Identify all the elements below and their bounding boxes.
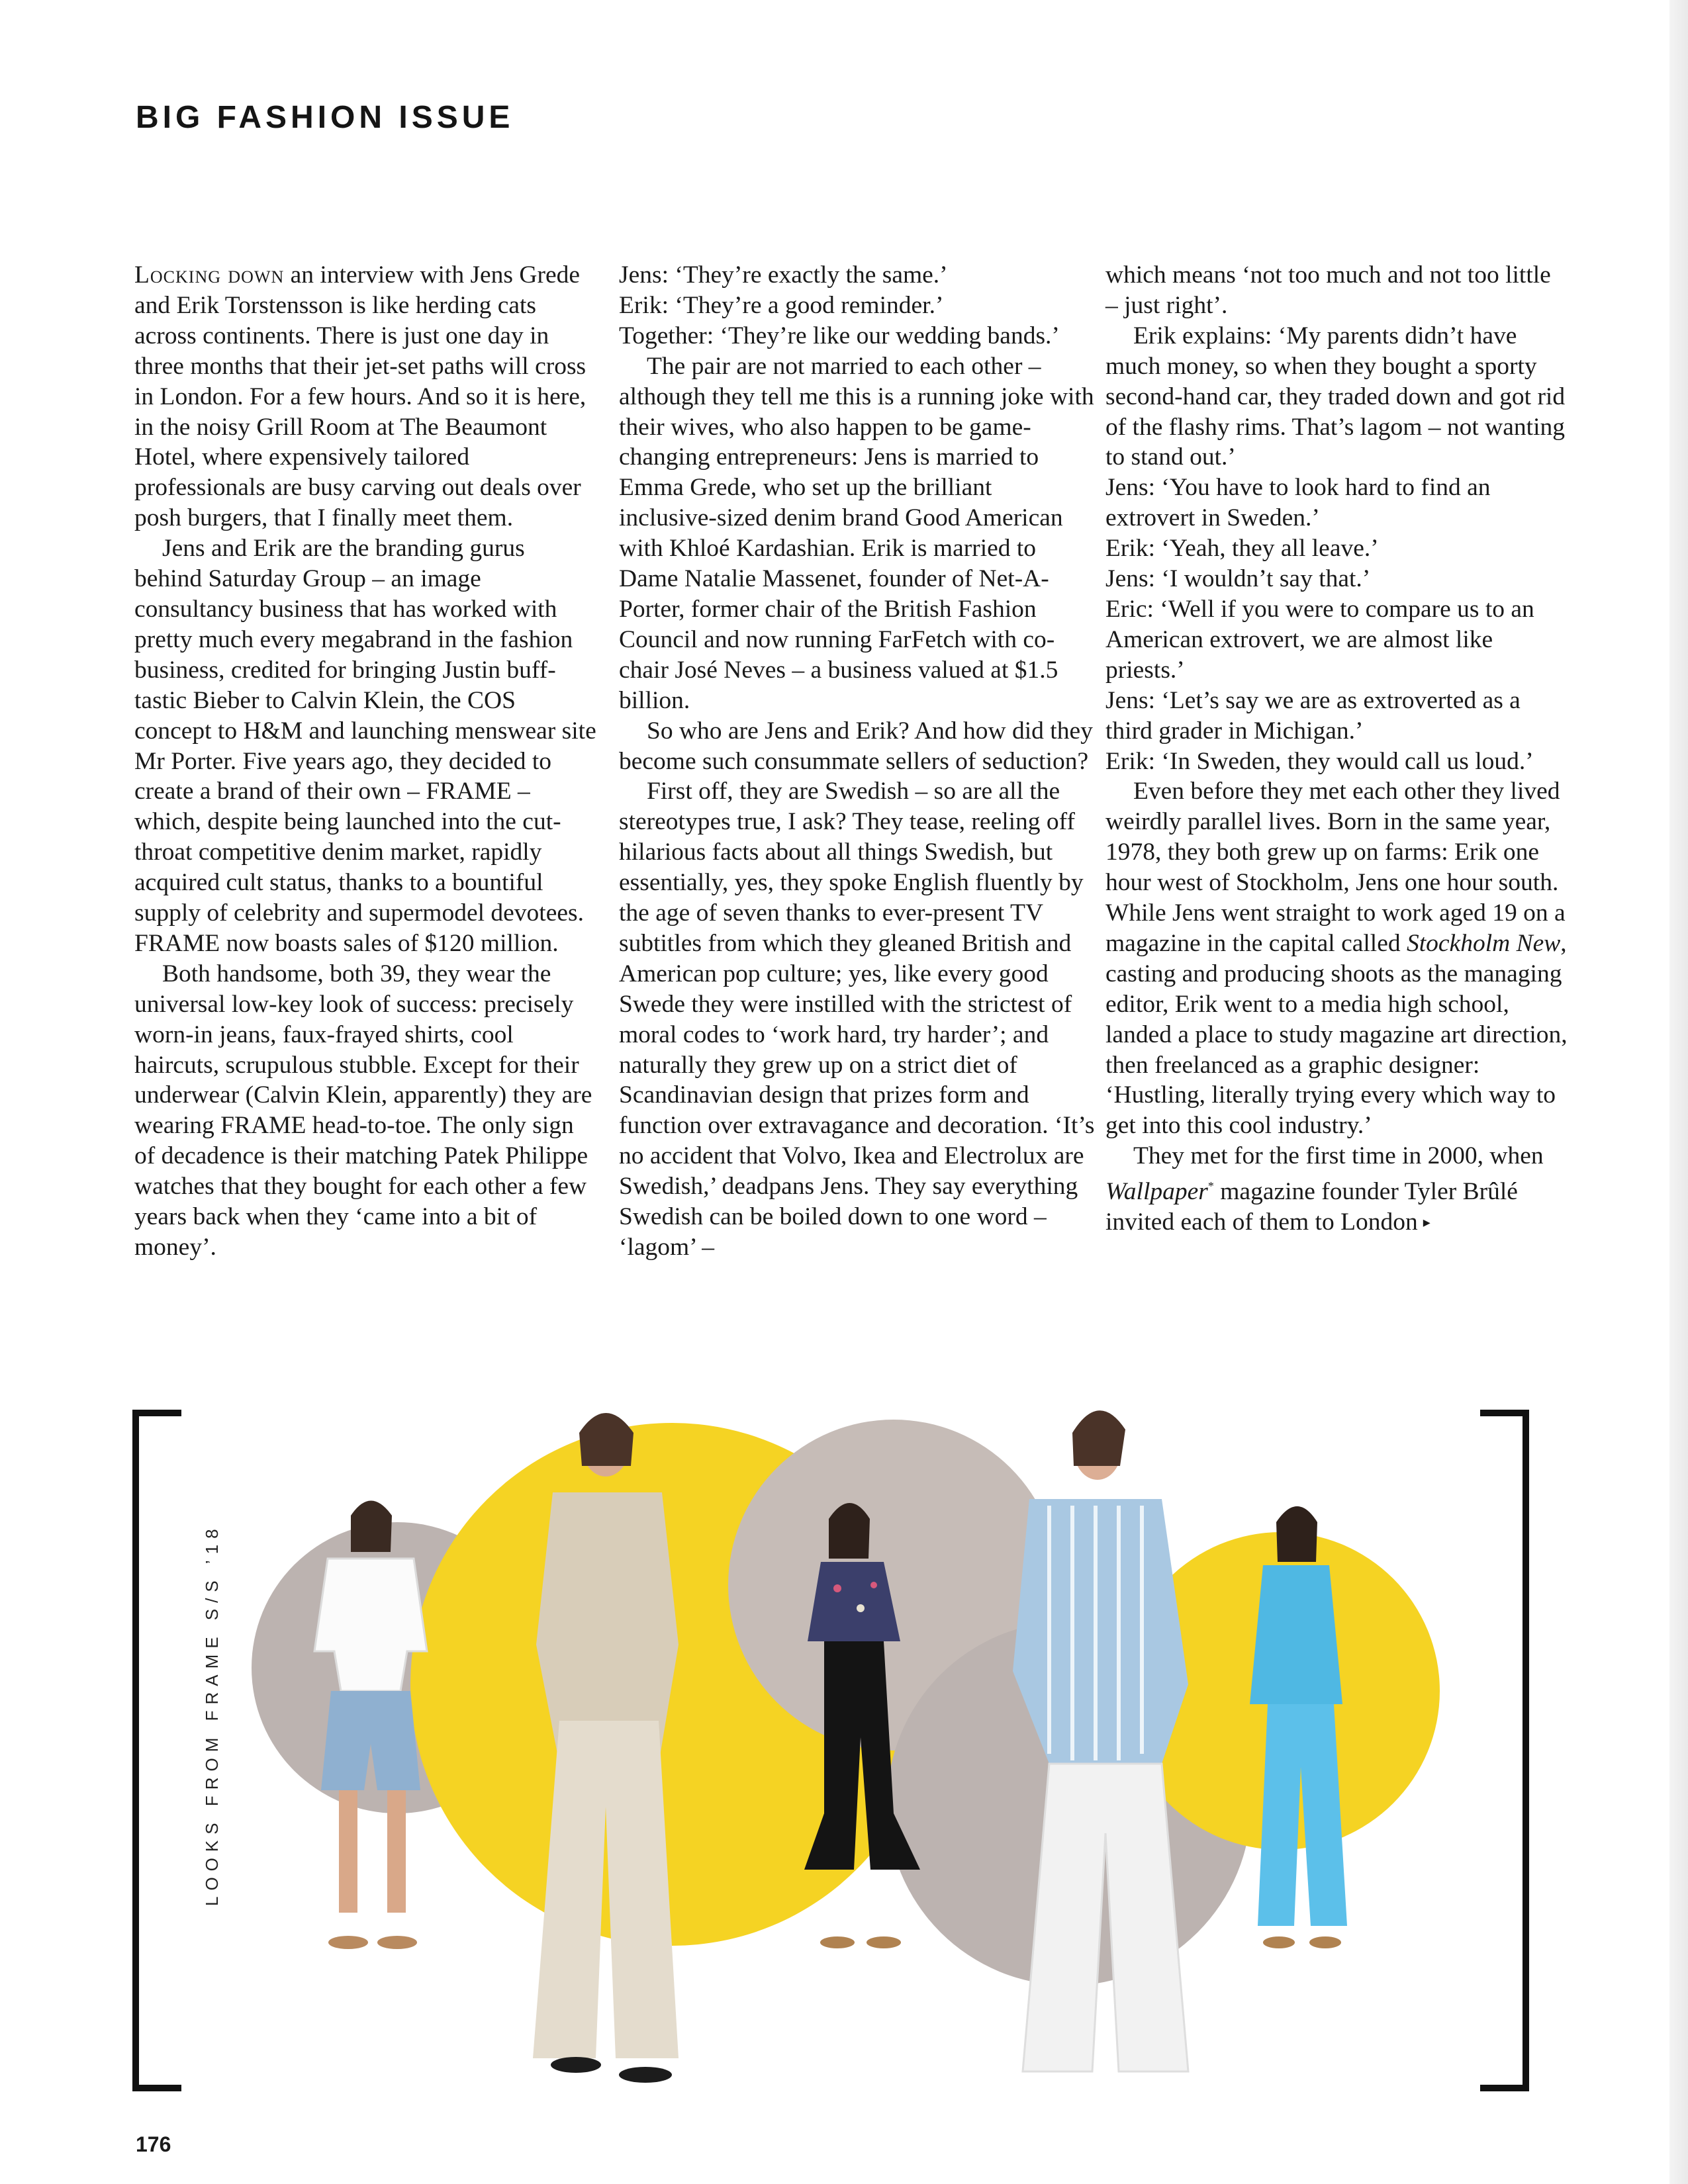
dialogue-line: Eric: ‘Well if you were to compare us to an American extrovert, we are almost like priests.’ [1105,595,1534,684]
continue-arrow-icon: ▸ [1423,1214,1430,1231]
dialogue-line: Jens: ‘I wouldn’t say that.’ [1105,565,1371,593]
paragraph: Jens and Erik are the branding gurus behind Saturday Group – an image consultancy business that has worked with pretty much every megabrand in the fashion business, credited for bringing Justin buff-tastic Bieber to Calvin Klein, the COS concept to H&M and launching menswear site Mr Porter. Five years ago, they decided to create a brand of their own – FRAME – which, despite being launched into the cut-throat competitive denim market, rapidly acquired cult status, thanks to a bountiful supply of celebrity and supermodel devotees. FRAME now boasts sales of $120 million. [134,535,596,957]
dialogue-line: Jens: ‘They’re exactly the same.’ [619,261,948,289]
page-number: 176 [136,2132,171,2156]
dialogue-line: Erik: ‘They’re a good reminder.’ [619,291,944,319]
dialogue-line: Erik: ‘In Sweden, they would call us loud.’ [1105,747,1534,775]
dialogue-line: Erik: ‘Yeah, they all leave.’ [1105,535,1379,563]
paragraph: They met for the first time in 2000, when Wallpaper* magazine founder Tyler Brûlé invited each of them to London ▸ [1105,1142,1544,1236]
paragraph: Even before they met each other they lived weirdly parallel lives. Born in the same year, 1978, they both grew up on farms: Erik one hour west of Stockholm, Jens one hour south. While Jens went straight to work aged 19 on a magazine in the capital called Stockholm New, casting and producing shoots as the managing editor, Erik went to a media high school, landed a place to study magazine art direction, then freelanced as a graphic designer: ‘Hustling, literally trying every which way to get into this cool industry.’ [1105,778,1568,1140]
paragraph: First off, they are Swedish – so are all the stereotypes true, I ask? They tease, reeling off hilarious facts about all things Swedish, but essentially, yes, they spoke English fluently by the age of seven thanks to ever-present TV subtitles from which they gleaned British and American pop culture; yes, like every good Swede they were instilled with the strictest of moral codes to ‘work hard, try harder’; and naturally they grew up on a strict diet of Scandinavian design that prizes form and function over extravagance and decoration. ‘It’s no accident that Volvo, Ikea and Electrolux are Swedish,’ deadpans Jens. They say everything Swedish can be boiled down to one word – ‘lagom’ – [619,778,1095,1261]
dialogue-line: Jens: ‘You have to look hard to find an extrovert in Sweden.’ [1105,474,1491,532]
paragraph: Erik explains: ‘My parents didn’t have much money, so when they bought a sporty second-hand car, they traded down and got rid of the flashy rims. That’s lagom – not wanting to stand out.’ [1105,322,1566,471]
lead-in: Locking down [134,261,285,289]
feature-side-label: LOOKS FROM FRAME S/S ’18 [202,1523,222,1906]
paragraph: which means ‘not too much and not too little – just right’. [1105,261,1551,319]
dialogue-line: Together: ‘They’re like our wedding bands.’ [619,322,1060,349]
paragraph: Locking down an interview with Jens Grede and Erik Torstensson is like herding cats across continents. There is just one day in three months that their jet-set paths will cross in London. For a few hours. And so it is here, in the noisy Grill Room at The Beaumont Hotel, where expensively tailored professionals are busy carving out deals over posh burgers, that I finally meet them. [134,261,586,532]
paragraph: Both handsome, both 39, they wear the universal low-key look of success: precisely worn-in jeans, faux-frayed shirts, cool haircuts, scrupulous stubble. Except for their underwear (Calvin Klein, apparently) they are wearing FRAME head-to-toe. The only sign of decadence is their matching Patek Philippe watches that they bought for each other a few years back when they ‘came into a bit of money’. [134,960,592,1261]
paragraph: So who are Jens and Erik? And how did they become such consummate sellers of seduction? [619,717,1093,775]
dialogue-line: Jens: ‘Let’s say we are as extroverted as a third grader in Michigan.’ [1105,686,1521,745]
paragraph: The pair are not married to each other – although they tell me this is a running joke with their wives, who also happen to be game-changing entrepreneurs: Jens is married to Emma Grede, who set up the brilliant inclusive-sized denim brand Good American with Khloé Kardashian. Erik is married to Dame Natalie Massenet, founder of Net-A-Porter, former chair of the British Fashion Council and now running FarFetch with co-chair José Neves – a business valued at $1.5 billion. [619,352,1094,714]
model-figure [314,1501,427,1950]
section-header: BIG FASHION ISSUE [136,100,514,135]
